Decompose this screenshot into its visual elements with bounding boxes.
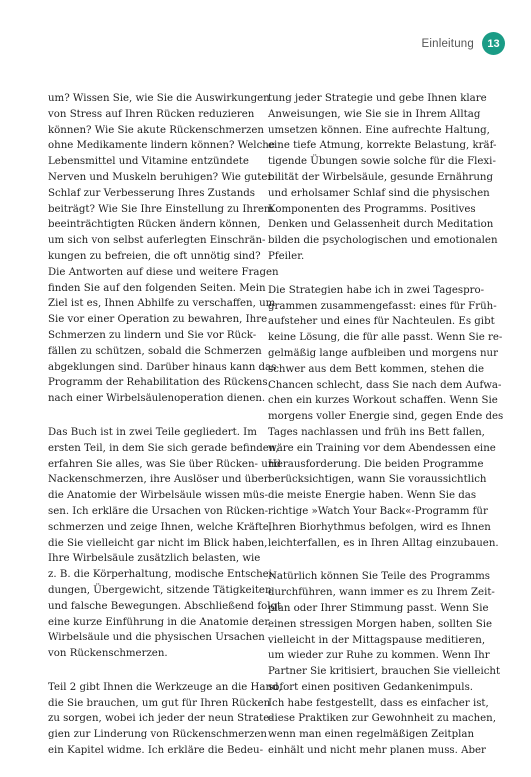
page-number-badge: 13 [482, 32, 505, 55]
body-paragraph: Die Strategien habe ich in zwei Tagespro- grammen zusammengefasst: eines für Früh- aufsteher und eines für Nachteulen. Es gibt keine Lösung, die für alle passt. Wenn Sie re- gelmäßig lange aufbleiben und morgens nur schwer aus dem Bett kommen, stehen die Chancen schlecht, dass Sie nach dem Aufwa- chen ein kurzes Workout schaffen. Wenn Sie morgens voller Energie sind, gegen Ende des Tages nachlassen und früh ins Bett fallen, wäre ein Training vor dem Abendessen eine Herausforderung. Die beiden Programme berücksichtigen, wann Sie voraussichtlich die meiste Energie haben. Wenn Sie das richtige »Watch Your Back«-Programm für Ihren Biorhythmus befolgen, wird es Ihnen leichterfallen, es in Ihren Alltag einzubauen. [268, 284, 504, 549]
section-title: Einleitung [421, 37, 474, 50]
right-column [268, 91, 504, 777]
body-paragraph: Natürlich können Sie Teile des Programms durchführen, wann immer es zu Ihrem Zeit- plan oder Ihrer Stimmung passt. Wenn Sie einen stressigen Morgen haben, sollten Sie vielleicht in der Mittagspause meditieren, um wieder zur Ruhe zu kommen. Wenn Ihr Partner Sie kritisiert, brauchen Sie vielleicht sofort einen positiven Gedankenimpuls. Ich habe festgestellt, dass es einfacher ist, diese Praktiken zur Gewohnheit zu machen, wenn man einen regelmäßigen Zeitplan einhält und nicht mehr planen muss. Aber [268, 571, 501, 757]
body-paragraph: um? Wissen Sie, wie Sie die Auswirkungen von Stress auf Ihren Rücken reduzieren können? Wie Sie akute Rückenschmerzen ohne Medikamente lindern können? Welche Lebensmittel und Vitamine entzündete Nerven und Muskeln beruhigen? Wie guter Schlaf zur Verbesserung Ihres Zustands beiträgt? Wie Sie Ihre Einstellung zu Ihrem beeinträchtigten Rücken ändern können, um sich von selbst auferlegten Einschrän- kungen zu befreien, die oft unnötig sind? Die Antworten auf diese und weitere Fragen finden Sie auf den folgenden Seiten. Mein Ziel ist es, Ihnen Abhilfe zu verschaffen, um Sie vor einer Operation zu bewahren, Ihre Schmerzen zu lindern und Sie vor Rück- fällen zu schützen, sobald die Schmerzen abgeklungen sind. Darüber hinaus kann das Programm der Rehabilitation des Rückens nach einer Wirbelsäulenoperation dienen. [48, 93, 279, 405]
body-paragraph: Teil 2 gibt Ihnen die Werkzeuge an die Hand, die Sie brauchen, um gut für Ihren Rücken zu sorgen, wobei ich jeder der neun Strate- gien zur Linderung von Rückenschmerzen ein Kapitel widme. Ich erkläre die Bedeu- [48, 681, 282, 757]
left-column [48, 91, 282, 777]
body-paragraph: tung jeder Strategie und gebe Ihnen klare Anweisungen, wie Sie sie in Ihrem Alltag umsetzen können. Eine aufrechte Haltung, eine tiefe Atmung, korrekte Belastung, kräf- tigende Übungen sowie solche für die Flexi- bilität der Wirbelsäule, gesunde Ernährung und erholsamer Schlaf sind die physischen Komponenten des Programms. Positives Denken und Gelassenheit durch Meditation bilden die psychologischen und emotionalen Pfeiler. [268, 93, 498, 262]
body-paragraph: Das Buch ist in zwei Teile gegliedert. Im ersten Teil, in dem Sie sich gerade befinden, erfahren Sie alles, was Sie über Rücken- und Nackenschmerzen, ihre Auslöser und über die Anatomie der Wirbelsäule wissen müs- sen. Ich erkläre die Ursachen von Rücken- schmerzen und zeige Ihnen, welche Kräfte, die Sie vielleicht gar nicht im Blick haben, Ihre Wirbelsäule zusätzlich belasten, wie z. B. die Körperhaltung, modische Entschei- dungen, Übergewicht, sitzende Tätigkeiten und falsche Bewegungen. Abschließend folgt eine kurze Einführung in die Anatomie der Wirbelsäule und die physischen Ursachen von Rückenschmerzen. [48, 426, 282, 660]
page-header [421, 32, 505, 55]
